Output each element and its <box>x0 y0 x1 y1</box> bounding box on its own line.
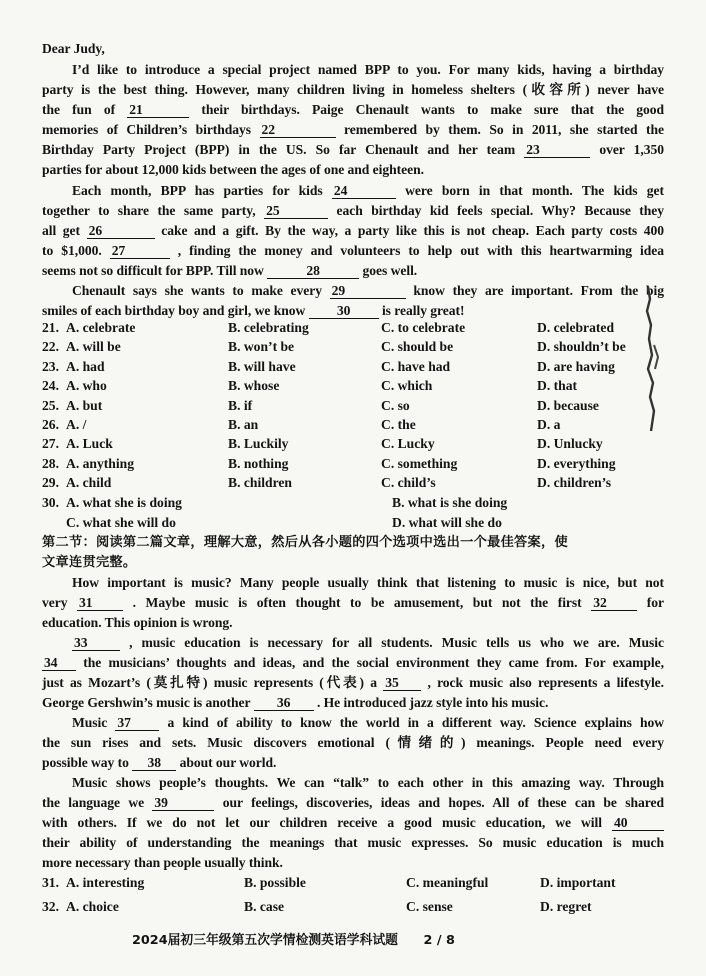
blank-25: 25 <box>264 203 328 219</box>
passage-line: the sun rises and sets. Music discovers emotional (情绪的) meanings. People need every <box>42 735 664 750</box>
text-seg: the fun of <box>42 102 116 117</box>
letter-line <box>42 201 664 221</box>
text-seg: all get <box>42 223 81 238</box>
blank-36: 36 <box>254 695 314 711</box>
option-31-a[interactable]: A. interesting <box>66 875 145 890</box>
text-seg: with others. If we do not let our children receive a good music education, we will <box>42 815 602 830</box>
text-seg: George Gershwin’s music is another <box>42 695 251 710</box>
letter-line: party is the best thing. However, many children living in homeless shelters (收容所) never have <box>42 82 664 97</box>
option-26-b[interactable]: B. an <box>228 417 259 432</box>
option-28-b[interactable]: B. nothing <box>228 455 289 471</box>
page-footer: 2024届初三年级第五次学情检测英语学科试题 2 / 8 <box>132 933 455 948</box>
text-seg: cake and a gift. By the way, a party like this is not cheap. Each party costs 400 <box>161 223 665 238</box>
letter-line <box>42 241 664 261</box>
salutation: Dear Judy, <box>42 41 105 56</box>
text-seg: Each month, BPP has parties for kids <box>72 183 323 198</box>
text-seg: very <box>42 595 68 610</box>
text-seg: memories of Children’s birthdays <box>42 122 252 137</box>
option-25-b[interactable]: B. if <box>228 397 253 413</box>
text-seg: seems not so difficult for BPP. Till now <box>42 263 264 278</box>
blank-35: 35 <box>383 675 421 691</box>
blank-32: 32 <box>591 595 637 611</box>
option-22-b[interactable]: B. won’t be <box>228 339 295 355</box>
blank-23: 23 <box>524 142 590 158</box>
option-32-a[interactable]: A. choice <box>66 899 119 914</box>
text-seg: the language we <box>42 795 145 810</box>
blank-40: 40 <box>612 815 664 831</box>
passage-line: How important is music? Many people usually think that listening to music is nice, but not <box>72 575 664 590</box>
passage-line <box>72 633 664 653</box>
option-27-a[interactable]: A. Luck <box>66 436 113 452</box>
question-26-num: 26. <box>42 417 59 432</box>
option-24-b[interactable]: B. whose <box>228 378 280 394</box>
letter-line <box>42 120 664 140</box>
text-seg: were born in that month. The kids get <box>405 183 664 198</box>
option-23-d[interactable]: D. are having <box>537 358 615 374</box>
question-32-num: 32. <box>42 899 59 914</box>
blank-34: 34 <box>42 655 76 671</box>
option-23-b[interactable]: B. will have <box>228 358 296 374</box>
question-31-num: 31. <box>42 875 59 890</box>
option-22-d[interactable]: D. shouldn’t be <box>537 339 626 355</box>
letter-line <box>42 261 664 281</box>
question-21-num: 21. <box>42 320 59 335</box>
passage-line <box>42 753 664 773</box>
text-seg: possible way to <box>42 755 129 770</box>
option-32-b[interactable]: B. case <box>244 899 285 914</box>
option-28-d[interactable]: D. everything <box>537 455 616 471</box>
option-26-c[interactable]: C. the <box>381 417 416 432</box>
passage-line: more necessary than people usually think. <box>42 855 283 870</box>
option-30-d[interactable]: D. what will she do <box>392 515 502 530</box>
passage-line <box>42 813 664 833</box>
passage-line <box>42 673 664 693</box>
text-seg: . He introduced jazz style into his music. <box>316 695 549 710</box>
question-22-num: 22. <box>42 339 59 355</box>
question-23-num: 23. <box>42 358 59 374</box>
text-seg: Music <box>72 715 108 730</box>
text-seg: about our world. <box>179 755 277 770</box>
option-27-b[interactable]: B. Luckily <box>228 436 289 452</box>
blank-24: 24 <box>332 183 396 199</box>
blank-21: 21 <box>127 102 189 118</box>
section-heading: 第二节：阅读第二篇文章，理解大意，然后从各小题的四个选项中选出一个最佳答案，使 <box>42 535 569 550</box>
blank-22: 22 <box>260 122 336 138</box>
option-21-b[interactable]: B. celebrating <box>228 320 309 335</box>
text-seg: , rock music also represents a lifestyle. <box>427 675 665 690</box>
passage-line: Music shows people’s thoughts. We can “talk” to each other in this amazing way. Through <box>72 775 664 790</box>
text-seg: each birthday kid feels special. Why? Because they <box>336 203 664 218</box>
option-31-d[interactable]: D. important <box>540 875 616 890</box>
scan-mark <box>640 285 662 435</box>
option-24-d[interactable]: D. that <box>537 378 578 394</box>
text-seg: remembered by them. So in 2011, she started the <box>344 122 664 137</box>
passage-line <box>72 713 664 733</box>
text-seg: , finding the money and volunteers to help out with this heartwarming idea <box>177 243 664 258</box>
option-29-d[interactable]: D. children’s <box>537 475 612 491</box>
blank-38: 38 <box>132 755 176 771</box>
letter-line <box>72 181 664 201</box>
option-31-b[interactable]: B. possible <box>244 875 306 890</box>
option-27-d[interactable]: D. Unlucky <box>537 436 603 452</box>
letter-line <box>42 221 664 241</box>
blank-27: 27 <box>110 243 170 259</box>
text-seg: just as Mozart’s (莫扎特) music represents (代表) a <box>42 675 377 690</box>
option-24-c[interactable]: C. which <box>381 378 433 394</box>
text-seg: the musicians’ thoughts and ideas, and the social environment they came from. For example, <box>83 655 664 670</box>
option-26-d[interactable]: D. a <box>537 417 561 432</box>
option-27-c[interactable]: C. Lucky <box>381 436 435 452</box>
option-23-a[interactable]: A. had <box>66 358 105 374</box>
section-heading-cont: 文章连贯完整。 <box>42 555 137 570</box>
option-24-a[interactable]: A. who <box>66 378 107 394</box>
text-seg: a kind of ability to know the world in a different way. Science explains how <box>167 715 664 730</box>
letter-line <box>42 100 664 120</box>
option-25-c[interactable]: C. so <box>381 397 410 413</box>
passage-line <box>42 593 664 613</box>
passage-line <box>42 793 664 813</box>
text-seg: . Maybe music is often thought to be amusement, but not the first <box>132 595 582 610</box>
option-22-c[interactable]: C. should be <box>381 339 454 355</box>
option-30-b[interactable]: B. what is she doing <box>392 495 508 510</box>
option-30-a[interactable]: A. what she is doing <box>66 495 182 510</box>
option-21-d[interactable]: D. celebrated <box>537 320 615 335</box>
text-seg: know they are important. From the big <box>413 283 664 298</box>
text-seg: to $1,000. <box>42 243 102 258</box>
option-28-c[interactable]: C. something <box>381 455 458 471</box>
option-25-a[interactable]: A. but <box>66 397 103 413</box>
blank-39: 39 <box>152 795 214 811</box>
option-22-a[interactable]: A. will be <box>66 339 121 355</box>
text-seg: Birthday Party Project (BPP) in the US. So far Chenault and her team <box>42 142 516 157</box>
blank-31: 31 <box>77 595 123 611</box>
option-30-c[interactable]: C. what she will do <box>66 515 176 530</box>
blank-28: 28 <box>267 263 359 279</box>
text-seg: , music education is necessary for all students. Music tells us who we are. Music <box>129 635 664 650</box>
option-31-c[interactable]: C. meaningful <box>406 875 489 890</box>
text-seg: smiles of each birthday boy and girl, we know <box>42 303 306 318</box>
text-seg: over 1,350 <box>599 142 664 157</box>
passage-line <box>42 653 664 673</box>
question-28-num: 28. <box>42 455 59 471</box>
letter-line <box>42 140 664 160</box>
option-28-a[interactable]: A. anything <box>66 455 134 471</box>
letter-line <box>72 281 664 301</box>
option-21-c[interactable]: C. to celebrate <box>381 320 466 335</box>
passage-line: education. This opinion is wrong. <box>42 615 233 630</box>
blank-29: 29 <box>330 283 406 299</box>
text-seg: is really great! <box>381 303 465 318</box>
option-26-a[interactable]: A. / <box>66 417 87 432</box>
passage-line <box>42 693 664 713</box>
question-25-num: 25. <box>42 397 59 413</box>
option-21-a[interactable]: A. celebrate <box>66 320 136 335</box>
option-32-d[interactable]: D. regret <box>540 899 592 914</box>
question-30-num: 30. <box>42 495 59 510</box>
text-seg: goes well. <box>362 263 418 278</box>
text-seg: together to share the same party, <box>42 203 256 218</box>
blank-33: 33 <box>72 635 120 651</box>
option-32-c[interactable]: C. sense <box>406 899 453 914</box>
text-seg: their birthdays. Paige Chenault wants to make sure that the good <box>201 102 664 117</box>
blank-37: 37 <box>115 715 159 731</box>
letter-line: parties for about 12,000 kids between the ages of one and eighteen. <box>42 162 424 177</box>
text-seg: for <box>646 595 664 610</box>
text-seg: our feelings, discoveries, ideas and hopes. All of these can be shared <box>222 795 664 810</box>
option-23-c[interactable]: C. have had <box>381 358 451 374</box>
blank-26: 26 <box>87 223 155 239</box>
option-29-a[interactable]: A. child <box>66 475 112 491</box>
passage-line: their ability of understanding the meanings that music expresses. So music education is much <box>42 835 664 850</box>
option-25-d[interactable]: D. because <box>537 397 599 413</box>
letter-line: I’d like to introduce a special project named BPP to you. For many kids, having a birthday <box>72 62 664 77</box>
option-29-c[interactable]: C. child’s <box>381 475 436 491</box>
option-29-b[interactable]: B. children <box>228 475 292 491</box>
text-seg: Chenault says she wants to make every <box>72 283 322 298</box>
question-29-num: 29. <box>42 475 59 491</box>
question-24-num: 24. <box>42 378 59 394</box>
question-27-num: 27. <box>42 436 59 452</box>
blank-30: 30 <box>309 303 379 319</box>
